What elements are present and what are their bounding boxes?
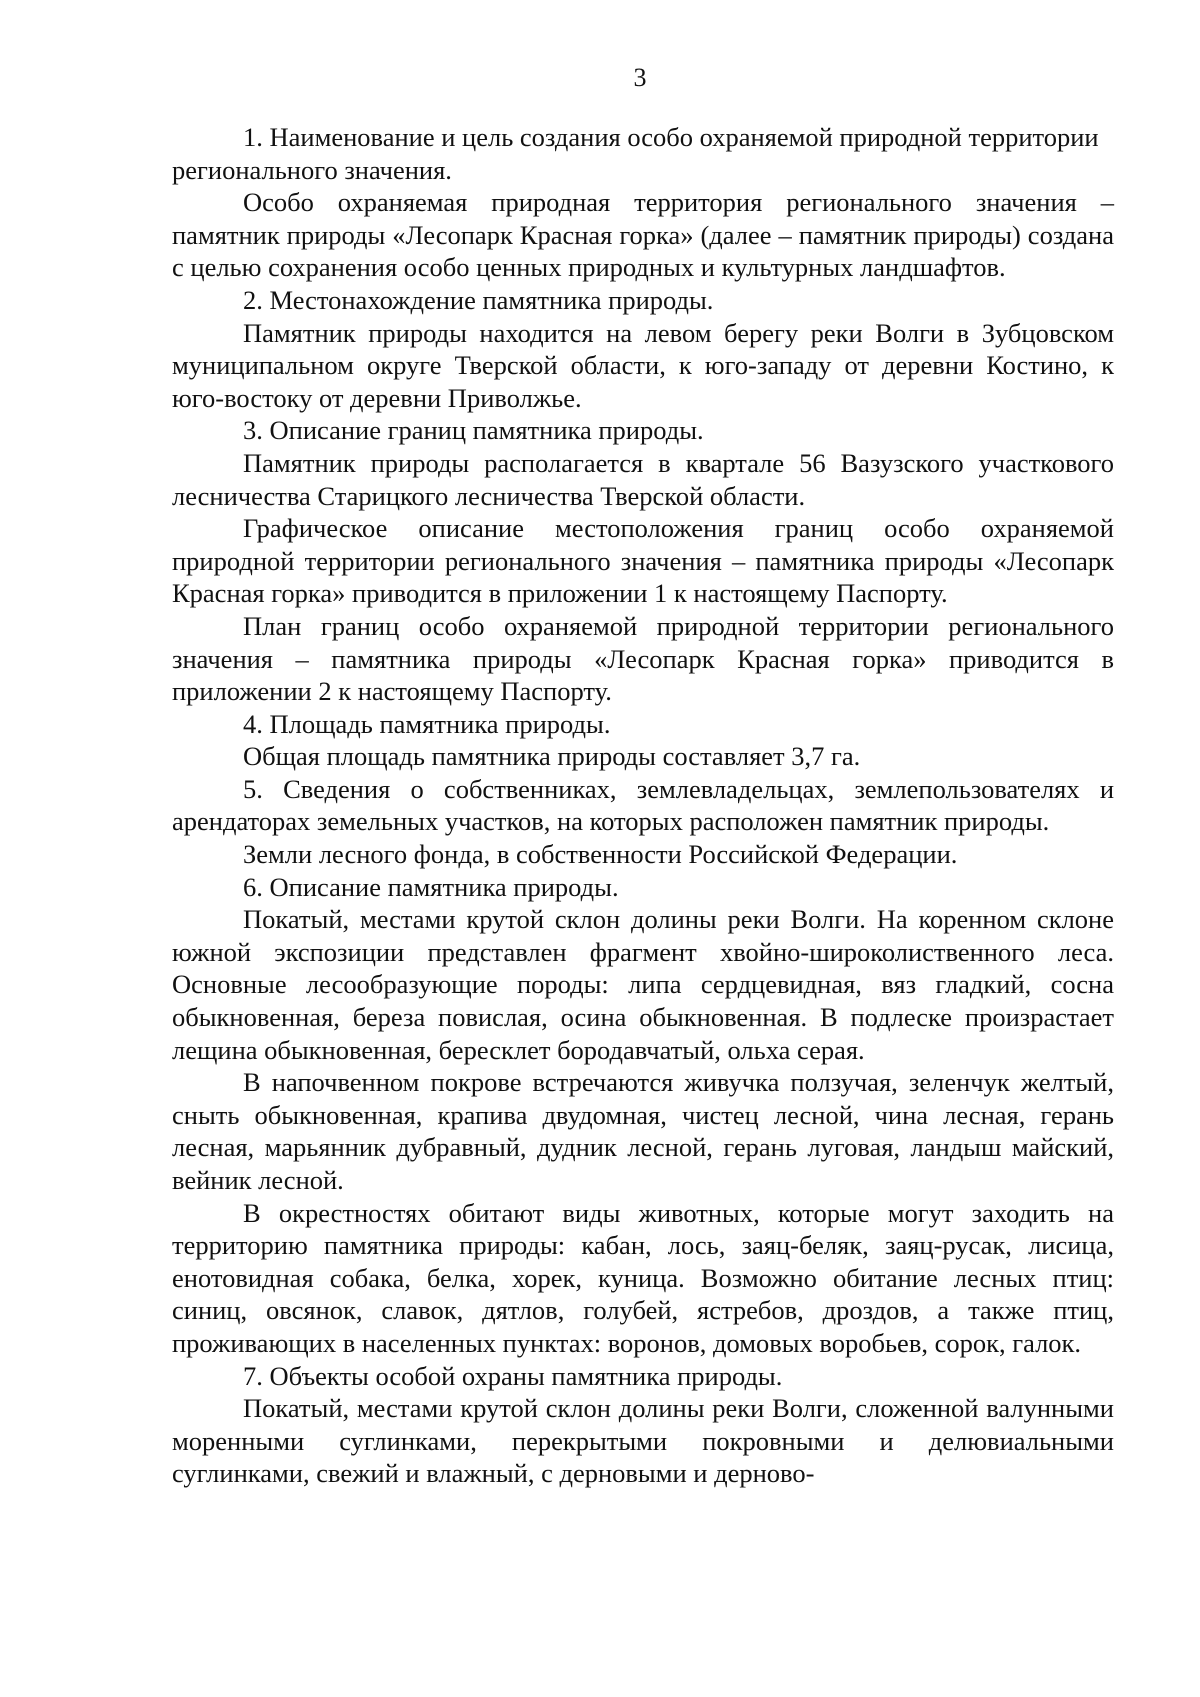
section-3-paragraph-graphic: Графическое описание местоположения границ особо охраняемой природной территории регионального значения – памятника природы «Лесопарк Красная горка» приводится в приложении 1 к настоящему Паспорту.	[172, 513, 1114, 609]
section-3-paragraph-location: Памятник природы располагается в квартале 56 Вазузского участкового лесничества Старицкого лесничества Тверской области.	[172, 447, 1114, 511]
section-6-paragraph-fauna: В окрестностях обитают виды животных, которые могут заходить на территорию памятника природы: кабан, лось, заяц-беляк, заяц-русак, лисица, енотовидная собака, белка, хорек, куница. Возможно обитание лесных птиц: синиц, овсянок, славок, дятлов, голубей, ястребов, дроздов, а также птиц, проживающих в населенных пунктах: воронов, домовых воробьев, сорок, галок.	[172, 1197, 1114, 1358]
section-2-heading: 2. Местонахождение памятника природы.	[243, 284, 714, 315]
section-7-heading: 7. Объекты особой охраны памятника природы.	[243, 1360, 783, 1391]
section-4-paragraph: Общая площадь памятника природы составляет 3,7 га.	[243, 741, 861, 772]
section-3-paragraph-plan: План границ особо охраняемой природной территории регионального значения – памятника природы «Лесопарк Красная горка» приводится в приложении 2 к настоящему Паспорту.	[172, 610, 1114, 707]
section-3-heading: 3. Описание границ памятника природы.	[243, 415, 704, 446]
section-5-paragraph: Земли лесного фонда, в собственности Российской Федерации.	[243, 839, 958, 870]
section-1-paragraph: Особо охраняемая природная территория регионального значения – памятник природы «Лесопарк Красная горка» (далее – памятник природы) создана с целью сохранения особо ценных природных и культурных ландшафтов.	[172, 187, 1114, 283]
section-6-paragraph-vegetation: Покатый, местами крутой склон долины реки Волги. На коренном склоне южной экспозиции представлен фрагмент хвойно-широколиственного леса. Основные лесообразующие породы: липа сердцевидная, вяз гладкий, сосна обыкновенная, береза повислая, осина обыкновенная. В подлеске произрастает лещина обыкновенная, бересклет бородавчатый, ольха серая.	[172, 904, 1114, 1065]
document-body	[172, 121, 1114, 1490]
section-6-paragraph-ground-cover: В напочвенном покрове встречаются живучка ползучая, зеленчук желтый, сныть обыкновенная, крапива двудомная, чистец лесной, чина лесная, герань лесная, марьянник дубравный, дудник лесной, герань луговая, ландыш майский, вейник лесной.	[172, 1067, 1114, 1195]
section-1-heading: 1. Наименование и цель создания особо охраняемой природной территории регионального значения.	[172, 122, 1099, 185]
section-4-heading: 4. Площадь памятника природы.	[243, 708, 611, 739]
section-6-heading: 6. Описание памятника природы.	[243, 871, 619, 902]
section-2-paragraph: Памятник природы находится на левом берегу реки Волги в Зубцовском муниципальном округе Тверской области, к юго-западу от деревни Костино, к юго-востоку от деревни Приволжье.	[172, 317, 1114, 413]
section-7-paragraph: Покатый, местами крутой склон долины реки Волги, сложенной валунными моренными суглинками, перекрытыми покровными и делювиальными суглинками, свежий и влажный, с дерновыми и дерново-	[172, 1393, 1114, 1489]
section-5-heading: 5. Сведения о собственниках, землевладельцах, землепользователях и арендаторах земельных участков, на которых расположен памятник природы.	[172, 773, 1114, 837]
page-number: 3	[633, 63, 647, 92]
